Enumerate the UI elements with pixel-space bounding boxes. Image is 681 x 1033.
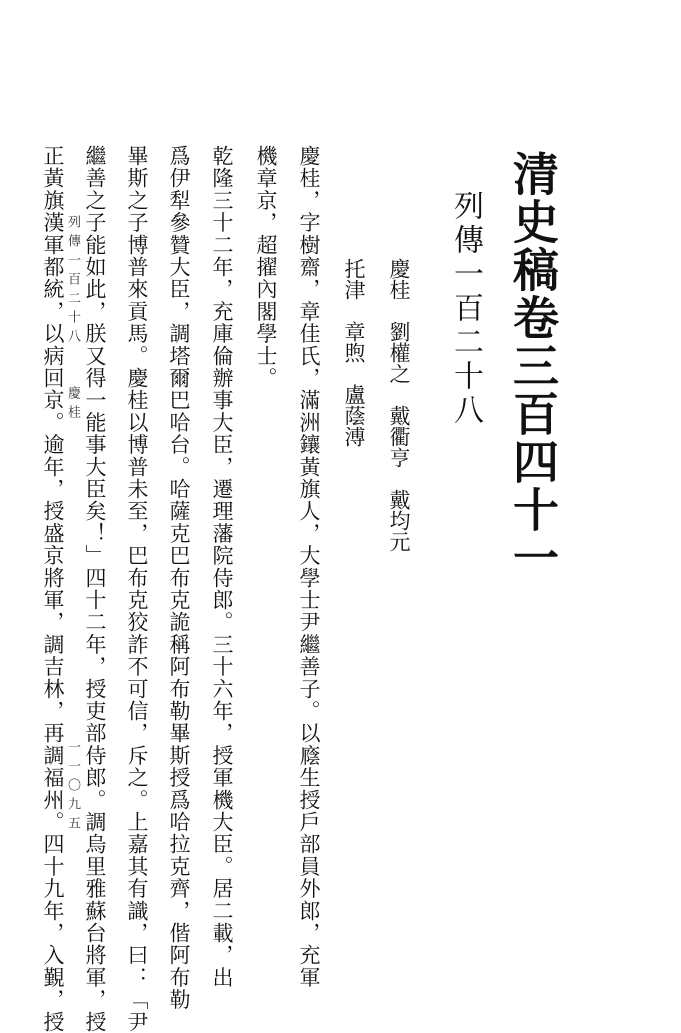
- biography-names-line-2: 托津 章煦 盧蔭溥: [342, 258, 366, 447]
- chapter-subtitle: 列傳一百二十八: [448, 190, 483, 428]
- body-text-line: 慶桂，字樹齋，章佳氏，滿洲鑲黃旗人，大學士尹繼善子。以廕生授戶部員外郎，充軍: [297, 145, 321, 989]
- margin-chapter-label: 列傳一百二十八 慶桂: [65, 215, 80, 424]
- body-text-line: 正黃旗漢軍都統，以病回京。逾年，授盛京將軍，調吉林，再調福州。四十九年，入覲，授: [41, 145, 65, 1033]
- body-text-line: 機章京，超擢內閣學士。: [254, 145, 278, 390]
- body-text-line: 繼善之子能如此，朕又得一能事大臣矣！」四十二年，授吏部侍郎。調烏里雅蘇台將軍，授: [83, 145, 107, 1033]
- page-number: 一一〇九五: [65, 740, 80, 835]
- body-text-line: 畢斯之子博普來貢馬。慶桂以博普未至，巴布克狡詐不可信，斥之。上嘉其有識，曰：「尹: [125, 145, 149, 1033]
- biography-names-line-1: 慶桂 劉權之 戴衢亨 戴均元: [387, 258, 411, 552]
- body-text-line: 爲伊犁參贊大臣，調塔爾巴哈台。哈薩克巴布克詭稱阿布勒畢斯授爲哈拉克齊，偕阿布勒: [167, 145, 191, 1011]
- body-text-line: 乾隆三十二年，充庫倫辦事大臣，遷理藩院侍郎。三十六年，授軍機大臣。居二載，出: [210, 145, 234, 989]
- chapter-title: 清史稿卷三百四十一: [506, 150, 560, 582]
